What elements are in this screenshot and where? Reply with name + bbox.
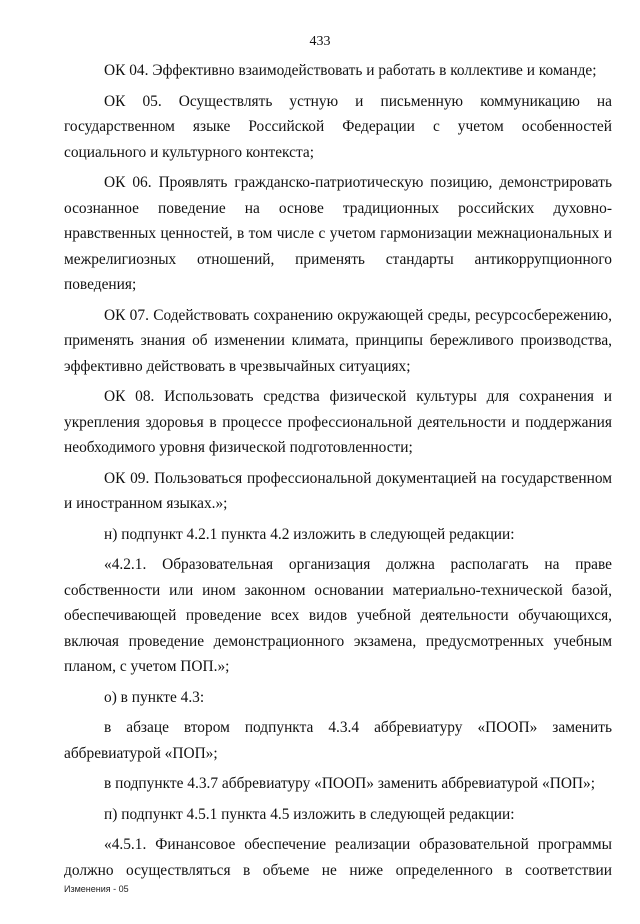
paragraph-item-n: н) подпункт 4.2.1 пункта 4.2 изложить в следующей редакции:: [104, 525, 515, 543]
paragraph-4-3-7: в подпункте 4.3.7 аббревиатуру «ПООП» заменить аббревиатурой «ПОП»;: [104, 775, 596, 792]
paragraph-ok06: ОК 06. Проявлять гражданско-патриотическую позицию, демонстрировать осознанное поведение на основе традиционных российских духовно-нравственных ценностей, в том числе с учетом гармонизации межнациональных и межрелигиозных отношений, применять стандарты антикоррупционного поведения;: [64, 174, 612, 293]
document-body: [64, 58, 612, 888]
paragraph-ok09: ОК 09. Пользоваться профессиональной документацией на государственном и иностранном языках.»;: [64, 469, 612, 512]
paragraph-4-5-1: «4.5.1. Финансовое обеспечение реализации образовательной программы должно осуществляться в объеме не ниже определенного в соответствии: [64, 836, 612, 879]
paragraph-item-p: п) подпункт 4.5.1 пункта 4.5 изложить в следующей редакции:: [104, 805, 515, 823]
paragraph-ok05: ОК 05. Осуществлять устную и письменную коммуникацию на государственном языке Российской Федерации с учетом особенностей социального и культурного контекста;: [64, 92, 612, 161]
paragraph-4-2-1: «4.2.1. Образовательная организация должна располагать на праве собственности или ином законном основании материально-технической базой, обеспечивающей проведение всех видов учебной деятельности обучающихся, включая проведение демонстрационного экзамена, предусмотренных учебным планом, с учетом ПОП.»;: [64, 556, 612, 675]
paragraph-ok04: ОК 04. Эффективно взаимодействовать и работать в коллективе и команде;: [104, 62, 597, 79]
paragraph-item-o: о) в пункте 4.3:: [104, 688, 205, 706]
paragraph-4-3-4: в абзаце втором подпункта 4.3.4 аббревиатуру «ПООП» заменить аббревиатурой «ПОП»;: [64, 719, 612, 762]
paragraph-ok08: ОК 08. Использовать средства физической культуры для сохранения и укрепления здоровья в процессе профессиональной деятельности и поддержания необходимого уровня физической подготовленности;: [64, 388, 612, 456]
footer-revision-note: Изменения - 05: [64, 884, 129, 894]
paragraph-ok07: ОК 07. Содействовать сохранению окружающей среды, ресурсосбережению, применять знания об изменении климата, принципы бережливого производства, эффективно действовать в чрезвычайных ситуациях;: [64, 306, 612, 375]
page-number: 433: [309, 34, 331, 49]
